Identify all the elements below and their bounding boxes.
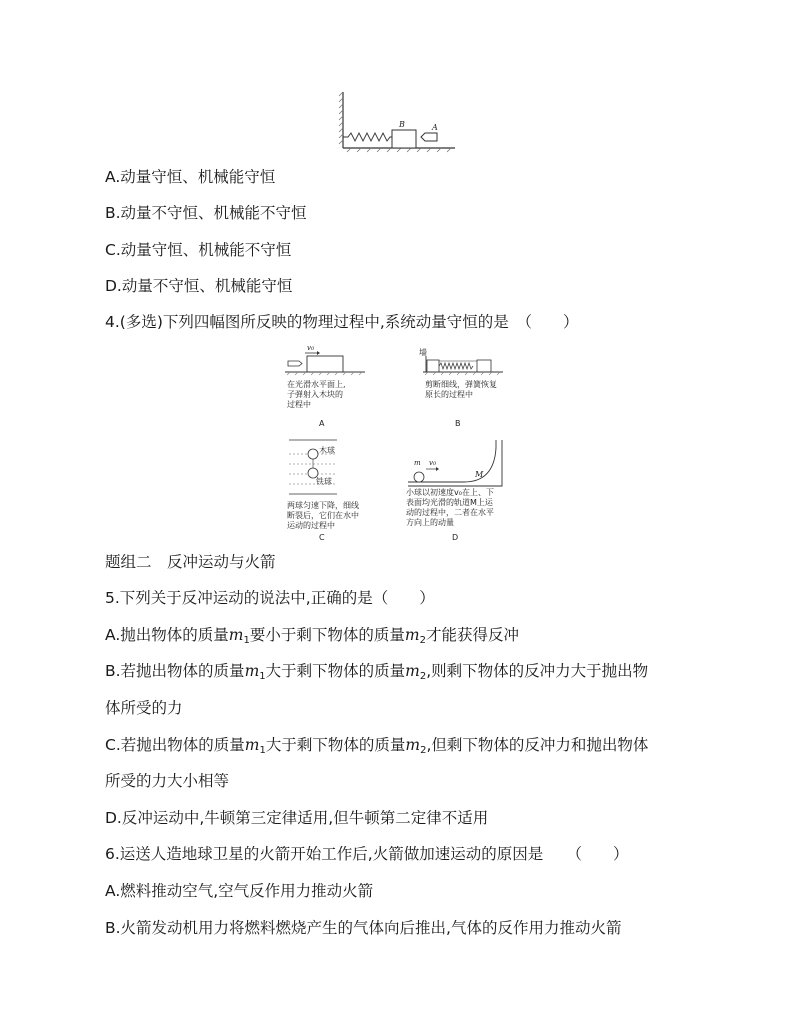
spring xyxy=(343,133,392,141)
panel-b-caption-2: 原长的过程中 xyxy=(425,390,473,399)
q3-option-b: B.动量不守恒、机械能不守恒 xyxy=(105,204,307,222)
panel-c-caption-2: 断裂后，它们在水中 xyxy=(287,511,359,520)
panel-a-caption-2: 子弹射入木块的 xyxy=(287,390,343,399)
q6-option-a: A.燃料推动空气,空气反作用力推动火箭 xyxy=(105,882,374,900)
panel-d-caption-4: 方向上的动量 xyxy=(406,518,454,527)
q5-option-b-line1: B.若抛出物体的质量m1大于剩下物体的质量m2,则剩下物体的反冲力大于抛出物 xyxy=(105,662,649,682)
panel-d-caption-2: 表面均光滑的轨道M上运 xyxy=(406,498,493,507)
panel-a-caption-1: 在光滑水平面上, xyxy=(287,380,346,389)
panel-a-caption-3: 过程中 xyxy=(287,400,311,409)
q5-option-b-line2: 体所受的力 xyxy=(105,699,183,717)
block-right xyxy=(477,360,491,372)
figure-spring-block xyxy=(335,90,460,155)
panel-c-letter: C xyxy=(319,533,325,542)
panel-a-v: v0 xyxy=(307,344,315,352)
q5-option-d: D.反冲运动中,牛顿第三定律适用,但牛顿第二定律不适用 xyxy=(105,809,489,827)
bullet xyxy=(288,361,302,366)
q3-option-a: A.动量守恒、机械能守恒 xyxy=(105,168,276,186)
q6-stem: 6.运送人造地球卫星的火箭开始工作后,火箭做加速运动的原因是 （ ） xyxy=(105,845,629,863)
panel-c-ball1-label: 木球 xyxy=(319,446,335,455)
q4-panel-d xyxy=(402,436,527,544)
q3-option-d: D.动量不守恒、机械能守恒 xyxy=(105,277,293,295)
panel-a-letter: A xyxy=(319,419,325,428)
panel-d-big-m: M xyxy=(475,470,484,479)
q4-panel-b xyxy=(413,346,523,430)
q6-option-b: B.火箭发动机用力将燃料燃烧产生的气体向后推出,气体的反作用力推动火箭 xyxy=(105,919,622,937)
panel-b-diagram xyxy=(413,346,523,376)
panel-d-v: v0 xyxy=(429,459,437,467)
panel-b-letter: B xyxy=(455,419,461,428)
q4-panel-a xyxy=(283,346,393,430)
label-a: A xyxy=(432,123,438,132)
panel-a-diagram xyxy=(283,346,393,376)
panel-b-wall-label: 墙 xyxy=(419,348,427,357)
panel-d-caption-3: 动的过程中，二者在水平 xyxy=(406,508,494,517)
wood-block xyxy=(307,356,343,372)
section-title: 题组二 反冲运动与火箭 xyxy=(105,553,276,571)
q4-stem: 4.(多选)下列四幅图所反映的物理过程中,系统动量守恒的是 （ ） xyxy=(105,313,579,331)
panel-c-ball2-label: 铁球 xyxy=(316,477,332,486)
q3-option-c: C.动量守恒、机械能不守恒 xyxy=(105,241,292,259)
q4-panel-c xyxy=(283,436,393,544)
bullet-a xyxy=(421,133,437,141)
panel-d-m: m xyxy=(414,459,421,467)
panel-d-caption-1: 小球以初速度v₀在上、下 xyxy=(406,488,494,497)
block-b xyxy=(392,130,416,148)
panel-c-caption-1: 两球匀速下降，细线 xyxy=(287,501,359,510)
panel-b-caption-1: 剪断细线，弹簧恢复 xyxy=(425,380,497,389)
wood-ball xyxy=(308,449,318,459)
panel-d-letter: D xyxy=(452,533,459,542)
panel-c-diagram xyxy=(283,436,393,498)
q5-option-c-line1: C.若抛出物体的质量m1大于剩下物体的质量m2,但剩下物体的反冲力和抛出物体 xyxy=(105,736,649,756)
small-ball xyxy=(414,472,424,482)
compressed-spring xyxy=(439,363,473,369)
panel-c-caption-3: 运动的过程中 xyxy=(287,521,335,530)
spring-block-diagram xyxy=(335,90,460,155)
q5-option-c-line2: 所受的力大小相等 xyxy=(105,772,230,790)
q5-option-a: A.抛出物体的质量m1要小于剩下物体的质量m2才能获得反冲 xyxy=(105,626,519,646)
q5-stem: 5.下列关于反冲运动的说法中,正确的是（ ） xyxy=(105,589,435,607)
label-b: B xyxy=(399,120,405,129)
block-left xyxy=(427,360,439,372)
